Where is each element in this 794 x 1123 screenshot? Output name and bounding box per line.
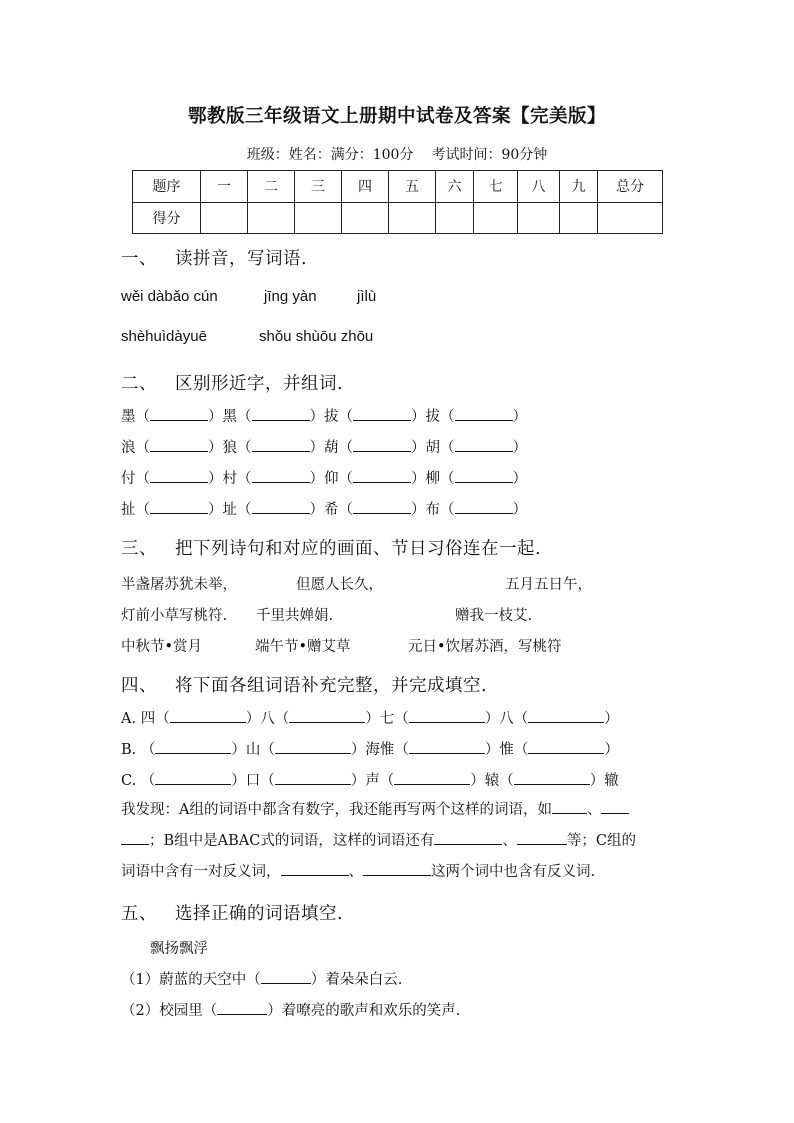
score-table-header: 九 [560, 171, 598, 203]
char: 狼 [222, 440, 237, 456]
q4-segment: C. （ [121, 773, 156, 789]
para-line [121, 826, 676, 857]
q1-pinyin-row-1 [121, 288, 521, 308]
answer-blank[interactable] [275, 771, 351, 785]
para-sep: 、 [502, 833, 517, 849]
para-text: 词语中含有一对反义词， [121, 864, 281, 880]
answer-blank[interactable] [455, 407, 513, 421]
q4-segment: ）辙 [589, 773, 619, 789]
q4-segment: B. （ [121, 742, 156, 758]
q1-number: 一、 [121, 249, 157, 269]
q4-segment: ）八（ [484, 711, 529, 727]
answer-blank[interactable] [170, 709, 246, 723]
pinyin-item: jìlù [357, 288, 377, 305]
q5-title: 选择正确的词语填空. [175, 904, 344, 924]
q2-row: 浪（ ）狼（ ）葫（ ）胡（ ） [121, 440, 527, 456]
answer-blank[interactable] [155, 771, 231, 785]
q2-title: 区别形近字，并组词. [175, 374, 344, 394]
q5-text: （2）校园里（ [121, 1003, 218, 1019]
q1-pinyin-row-2 [121, 328, 521, 348]
answer-blank[interactable] [353, 407, 411, 421]
score-cell[interactable] [201, 202, 248, 234]
poem-line: 半盏屠苏犹未举， [121, 577, 237, 593]
score-cell[interactable] [598, 202, 663, 234]
full-score: 满分：100分 [330, 147, 414, 163]
char: 胡 [425, 440, 440, 456]
q4-row-b [121, 738, 619, 759]
poem-line: 五月五日午， [505, 577, 592, 593]
answer-blank[interactable] [150, 469, 208, 483]
answer-blank[interactable] [217, 1001, 267, 1015]
answer-blank[interactable] [434, 831, 502, 845]
q5-text: （1）蔚蓝的天空中（ [121, 972, 261, 988]
char: 希 [324, 502, 339, 518]
q4-heading [121, 672, 487, 697]
score-table-header: 八 [518, 171, 560, 203]
score-table-header: 七 [474, 171, 518, 203]
score-table [132, 170, 663, 234]
char: 拔 [324, 409, 339, 425]
name-label: 姓名： [288, 147, 331, 163]
exam-info [0, 144, 794, 164]
para-text: 我发现：A组的词语中都含有数字，我还能再写两个这样的词语，如 [121, 802, 552, 818]
q5-heading [121, 900, 343, 925]
q4-segment: ）惟（ [484, 742, 529, 758]
answer-blank[interactable] [528, 709, 604, 723]
answer-blank[interactable] [363, 862, 431, 876]
answer-blank[interactable] [552, 800, 587, 814]
char: 拔 [425, 409, 440, 425]
para-text: ；B组中是ABAC式的词语，这样的词语还有 [149, 833, 435, 849]
score-table-header: 一 [201, 171, 248, 203]
char: 村 [222, 471, 237, 487]
answer-blank[interactable] [353, 438, 411, 452]
poem-line: 但愿人长久， [296, 577, 383, 593]
answer-blank[interactable] [275, 740, 351, 754]
char: 布 [425, 502, 440, 518]
score-cell[interactable] [474, 202, 518, 234]
char: 黑 [222, 409, 237, 425]
q4-segment: ）七（ [365, 711, 409, 727]
q5-options: 飘扬飘浮 [150, 941, 208, 957]
answer-blank[interactable] [281, 862, 349, 876]
char: 浪 [121, 440, 136, 456]
q3-heading [121, 535, 541, 560]
score-table-header: 总分 [598, 171, 663, 203]
para-line [121, 795, 676, 826]
exam-time: 考试时间：90分钟 [431, 147, 548, 163]
answer-blank[interactable] [455, 438, 513, 452]
q1-title: 读拼音，写词语. [175, 249, 308, 269]
score-cell[interactable] [248, 202, 295, 234]
q3-line-2 [121, 604, 681, 624]
poem-line: 灯前小草写桃符. [121, 608, 228, 624]
q4-segment: ）海惟（ [350, 742, 409, 758]
score-table-header: 二 [248, 171, 295, 203]
answer-blank[interactable] [289, 709, 365, 723]
answer-blank[interactable] [150, 438, 208, 452]
answer-blank[interactable] [528, 740, 604, 754]
answer-blank[interactable] [517, 831, 567, 845]
para-line [121, 857, 676, 888]
char: 仰 [324, 471, 339, 487]
answer-blank[interactable] [150, 500, 208, 514]
score-table-header: 五 [389, 171, 436, 203]
answer-blank[interactable] [252, 500, 310, 514]
class-name-label [247, 147, 414, 163]
q4-segment: ）八（ [245, 711, 290, 727]
score-table-header: 题序 [133, 171, 201, 203]
festival-item: 端午节•赠艾草 [255, 639, 351, 655]
poem-line: 千里共婵娟. [256, 608, 334, 624]
q4-row-c [121, 769, 619, 790]
page-title: 鄂教版三年级语文上册期中试卷及答案【完美版】 [187, 106, 606, 127]
answer-blank[interactable] [252, 438, 310, 452]
q1-heading [121, 245, 307, 270]
q4-segment: ）声（ [350, 773, 395, 789]
q4-segment: ）口（ [231, 773, 275, 789]
q4-row-a [121, 707, 619, 728]
answer-blank[interactable] [252, 469, 310, 483]
q4-segment: ）山（ [231, 742, 275, 758]
pinyin-item: shèhuìdàyuē [121, 328, 207, 345]
q4-segment: ）辕（ [470, 773, 514, 789]
answer-blank[interactable] [455, 500, 513, 514]
q2-row: 扯（ ）址（ ）希（ ）布（ ） [121, 502, 527, 518]
q3-line-1 [121, 573, 681, 593]
score-row-label: 得分 [133, 202, 201, 234]
answer-blank[interactable] [353, 500, 411, 514]
answer-blank[interactable] [252, 407, 310, 421]
answer-blank[interactable] [409, 740, 485, 754]
para-sep: 、 [348, 864, 363, 880]
answer-blank[interactable] [409, 709, 485, 723]
score-table-header: 六 [436, 171, 474, 203]
char: 柳 [425, 471, 440, 487]
q4-segment: ） [604, 711, 619, 727]
answer-blank[interactable] [150, 407, 208, 421]
poem-line: 赠我一枝艾. [455, 608, 533, 624]
q4-number: 四、 [121, 676, 157, 696]
answer-blank[interactable] [353, 469, 411, 483]
answer-blank[interactable] [601, 800, 629, 814]
score-cell[interactable] [560, 202, 598, 234]
q5-text: ）着嘹亮的歌声和欢乐的笑声. [267, 1003, 461, 1019]
score-table-header: 三 [295, 171, 342, 203]
char: 葫 [324, 440, 339, 456]
char: 址 [222, 502, 237, 518]
score-cell[interactable] [342, 202, 389, 234]
q5-text: ）着朵朵白云. [310, 972, 403, 988]
answer-blank[interactable] [261, 970, 311, 984]
festival-item: 中秋节•赏月 [121, 639, 203, 655]
char: 扯 [121, 502, 136, 518]
q5-item-2 [121, 999, 460, 1020]
q5-number: 五、 [121, 904, 157, 924]
char: 墨 [121, 409, 136, 425]
score-cell[interactable] [389, 202, 436, 234]
class-label: 班级： [246, 147, 289, 163]
score-table-header: 四 [342, 171, 389, 203]
q2-number: 二、 [121, 374, 157, 394]
q3-number: 三、 [121, 539, 157, 559]
para-sep: 、 [586, 802, 602, 818]
festival-item: 元日•饮屠苏酒，写桃符 [408, 639, 562, 655]
score-cell[interactable] [436, 202, 474, 234]
q4-segment: ） [604, 742, 619, 758]
answer-blank[interactable] [455, 469, 513, 483]
answer-blank[interactable] [394, 771, 470, 785]
answer-blank[interactable] [121, 831, 149, 845]
score-table-header-row [133, 171, 663, 203]
q2-row: 墨（ ）黑（ ）拔（ ）拔（ ） [121, 409, 527, 425]
score-table-score-row [133, 202, 663, 234]
q2-heading [121, 370, 343, 395]
pinyin-item: jīng yàn [264, 288, 317, 305]
pinyin-item: shǒu shùōu zhōu [259, 328, 374, 345]
char: 付 [121, 471, 136, 487]
q2-row: 付（ ）村（ ）仰（ ）柳（ ） [121, 471, 527, 487]
pinyin-item: wěi dàbǎo cún [121, 288, 218, 305]
score-cell[interactable] [518, 202, 560, 234]
answer-blank[interactable] [514, 771, 590, 785]
q3-line-3 [121, 635, 681, 655]
q5-item-1 [121, 968, 402, 989]
q4-discovery-paragraph [121, 795, 676, 888]
q4-segment: A. 四（ [121, 711, 170, 727]
q4-title: 将下面各组词语补充完整，并完成填空. [175, 676, 488, 696]
answer-blank[interactable] [155, 740, 231, 754]
para-text: 这两个词中也含有反义词. [431, 864, 596, 880]
para-text: 等；C组的 [566, 833, 636, 849]
score-cell[interactable] [295, 202, 342, 234]
q3-title: 把下列诗句和对应的画面、节日习俗连在一起. [175, 539, 542, 559]
